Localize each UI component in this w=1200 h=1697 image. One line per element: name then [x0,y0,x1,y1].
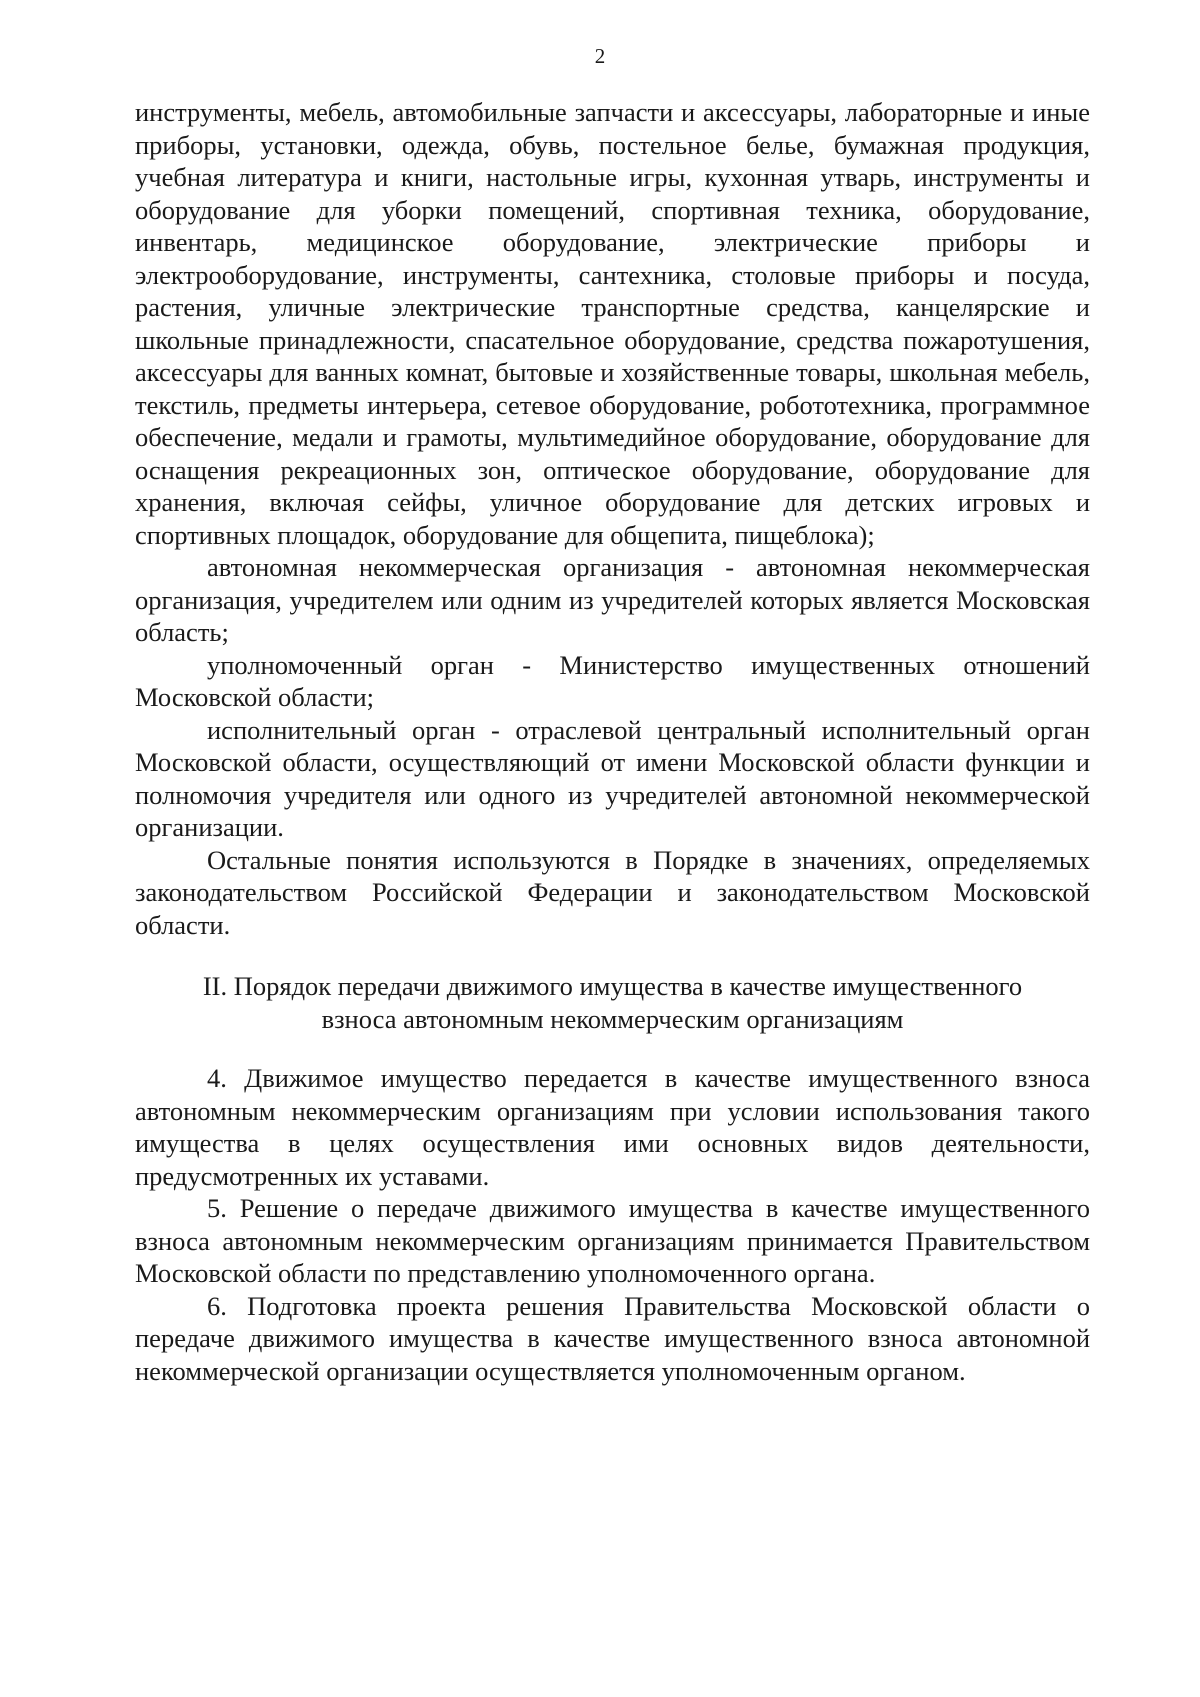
paragraph-item-4: 4. Движимое имущество передается в качестве имущественного взноса автономным некоммерческим организациям при условии использования такого имущества в целях осуществления ими основных видов деятельности, предусмотренных их уставами. [135,1063,1090,1191]
section-heading-line-1: II. Порядок передачи движимого имущества в качестве имущественного [202,971,1023,1001]
section-heading-line-2: взноса автономным некоммерческим организациям [321,1004,904,1034]
paragraph-other-terms: Остальные понятия используются в Порядке в значениях, определяемых законодательством Российской Федерации и законодательством Московской области. [135,844,1090,940]
document-body [135,96,1090,1387]
section-heading [135,970,1090,1036]
paragraph-definition-executive-body: исполнительный орган - отраслевой центральный исполнительный орган Московской области, осуществляющий от имени Московской области функции и полномочия учредителя или одного из учредителей автономной некоммерческой организации. [135,714,1090,842]
paragraph-definition-authorized-body: уполномоченный орган - Министерство имущественных отношений Московской области; [135,649,1090,712]
paragraph-definition-ano: автономная некоммерческая организация - автономная некоммерческая организация, учредителем или одним из учредителей которых является Московская область; [135,552,1090,647]
paragraph-item-5: 5. Решение о передаче движимого имущества в качестве имущественного взноса автономным некоммерческим организациям принимается Правительством Московской области по представлению уполномоченного органа. [135,1193,1090,1288]
paragraph-item-6: 6. Подготовка проекта решения Правительства Московской области о передаче движимого имущества в качестве имущественного взноса автономной некоммерческой организации осуществляется уполномоченным органом. [135,1290,1090,1386]
page-number: 2 [594,44,606,68]
paragraph-continuation: инструменты, мебель, автомобильные запчасти и аксессуары, лабораторные и иные приборы, установки, одежда, обувь, постельное белье, бумажная продукция, учебная литература и книги, настольные игры, кухонная утварь, инструменты и оборудование для уборки помещений, спортивная техника, оборудование, инвентарь, медицинское оборудование, электрические приборы и электрооборудование, инструменты, сантехника, столовые приборы и посуда, растения, уличные электрические транспортные средства, канцелярские и школьные принадлежности, спасательное оборудование, средства пожаротушения, аксессуары для ванных комнат, бытовые и хозяйственные товары, школьная мебель, текстиль, предметы интерьера, сетевое оборудование, робототехника, программное обеспечение, медали и грамоты, мультимедийное оборудование, оборудование для оснащения рекреационных зон, оптическое оборудование, оборудование для хранения, включая сейфы, уличное оборудование для детских игровых и спортивных площадок, оборудование для общепита, пищеблока); [135,97,1090,550]
